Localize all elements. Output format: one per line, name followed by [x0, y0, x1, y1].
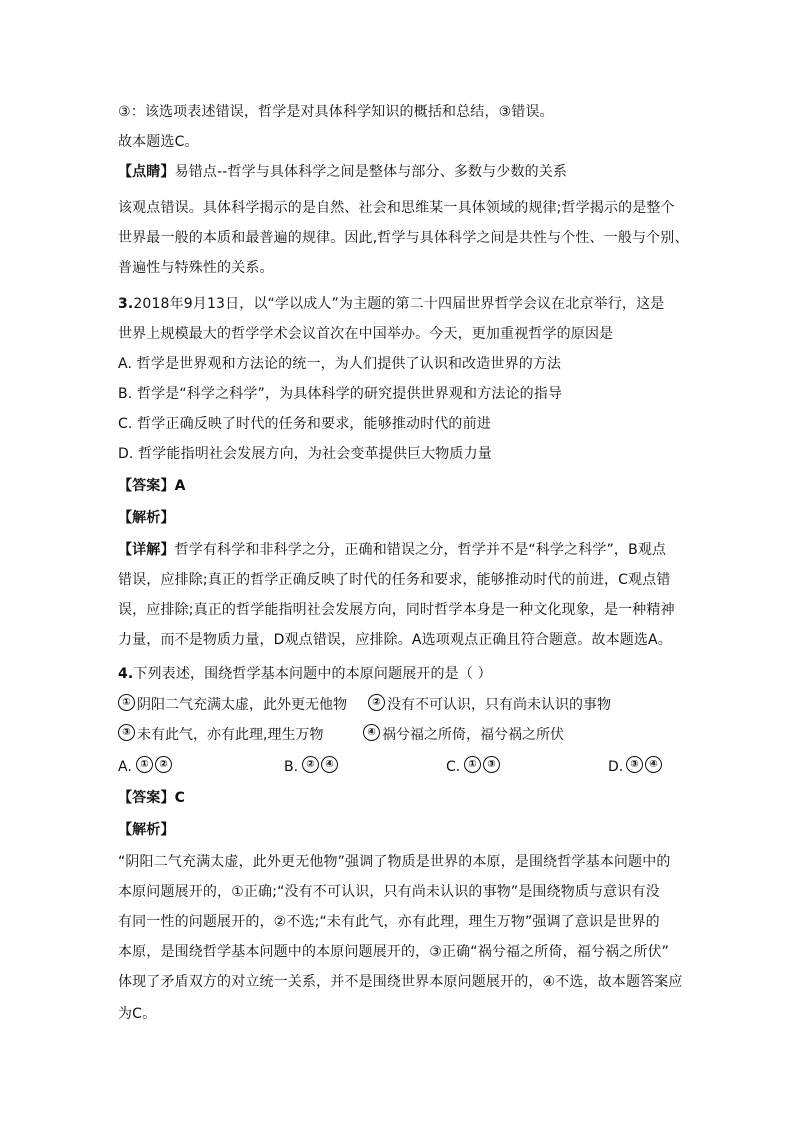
tip-line [118, 162, 698, 182]
q3-stem-text-1: 2018年9月13日，以“学以成人”为主题的第二十四届世界哲学会议在北京举行，这是 [133, 296, 665, 312]
q4-analysis-tag: 【解析】 [118, 822, 175, 838]
choice-marker: ④ [645, 756, 662, 773]
tip-text: 易错点--哲学与具体科学之间是整体与部分、多数与少数的关系 [174, 164, 568, 180]
choice-marker: ② [302, 756, 319, 773]
q3-option-d: D. 哲学能指明社会发展方向，为社会变革提供巨大物质力量 [118, 446, 492, 462]
q4-choice-d [608, 756, 664, 777]
choice-letter: C. [446, 759, 461, 775]
conclusion-line: 故本题选C。 [118, 134, 199, 150]
q4-choice-a [118, 756, 174, 777]
item-marker: ④ [363, 724, 380, 741]
explanation-line-3: ③：该选项表述错误，哲学是对具体科学知识的概括和总结，③错误。 [118, 104, 554, 120]
q3-detail-line-2: 错误，应排除;真正的哲学正确反映了时代的任务和要求，能够推动时代的前进，C观点错 [118, 572, 671, 588]
choice-marker: ③ [626, 756, 643, 773]
choice-marker: ① [464, 756, 481, 773]
q4-analysis-line-4: 本原，是围绕哲学基本问题中的本原问题展开的，③正确“祸兮福之所倚，福兮祸之所伏” [118, 944, 670, 960]
choice-letter: A. [118, 759, 132, 775]
q3-number: 3. [118, 296, 134, 312]
q4-item-1 [118, 694, 347, 715]
q3-answer: A [174, 478, 186, 494]
q3-stem-line-2: 世界上规模最大的哲学学术会议首次在中国举办。今天，更加重视哲学的原因是 [118, 326, 614, 342]
q3-detail-line-1 [118, 540, 698, 560]
q4-analysis-line-3: 有同一性的问题展开的，②不选;“未有此气，亦有此理，理生万物”强调了意识是世界的 [118, 914, 660, 930]
q3-detail-tag: 【详解】 [118, 542, 175, 558]
tip-body-line-2: 世界最一般的本质和最普遍的规律。因此,哲学与具体科学之间是共性与个性、一般与个别、 [118, 230, 689, 246]
item-marker: ① [118, 694, 135, 711]
tip-body-line-3: 普遍性与特殊性的关系。 [118, 260, 274, 276]
q4-number: 4. [118, 666, 134, 682]
q4-analysis-line-6: 为C。 [118, 1006, 157, 1022]
q4-analysis-line-1: “阴阳二气充满太虚，此外更无他物”强调了物质是世界的本原，是围绕哲学基本问题中的 [118, 854, 671, 870]
q3-detail-line-4: 力量，而不是物质力量，D观点错误，应排除。A选项观点正确且符合题意。故本题选A。 [118, 632, 672, 648]
q3-analysis-tag: 【解析】 [118, 510, 175, 526]
item-marker: ③ [118, 724, 135, 741]
item-text: 祸兮福之所倚，福兮祸之所伏 [382, 727, 564, 743]
choice-marker: ① [136, 756, 153, 773]
q4-choice-c [446, 756, 502, 777]
item-text: 阴阳二气充满太虚，此外更无他物 [137, 697, 347, 713]
item-marker: ② [368, 694, 385, 711]
choice-marker: ② [155, 756, 172, 773]
q3-stem-line-1 [118, 294, 698, 314]
choice-marker: ③ [483, 756, 500, 773]
q4-choice-b [284, 756, 340, 777]
choice-letter: B. [284, 759, 299, 775]
q4-item-3 [118, 724, 323, 745]
tip-tag: 【点睛】 [118, 164, 175, 180]
q4-stem [118, 664, 698, 684]
choice-letter: D. [608, 759, 624, 775]
q3-answer-tag: 【答案】 [118, 478, 175, 494]
choice-marker: ④ [321, 756, 338, 773]
q3-option-b: B. 哲学是“科学之科学”，为具体科学的研究提供世界观和方法论的指导 [118, 386, 563, 402]
q3-option-a: A. 哲学是世界观和方法论的统一，为人们提供了认识和改造世界的方法 [118, 356, 562, 372]
item-text: 未有此气，亦有此理,理生万物 [137, 727, 324, 743]
q4-stem-text: 下列表述，围绕哲学基本问题中的本原问题展开的是（ ） [133, 666, 492, 682]
tip-body-line-1: 该观点错误。具体科学揭示的是自然、社会和思维某一具体领域的规律;哲学揭示的是整个 [118, 200, 675, 216]
q4-answer-line [118, 788, 698, 808]
q4-item-2 [368, 694, 611, 715]
q3-detail-line-3: 误，应排除;真正的哲学能指明社会发展方向，同时哲学本身是一种文化现象，是一种精神 [118, 602, 675, 618]
q4-answer-tag: 【答案】 [118, 790, 175, 806]
q3-option-c: C. 哲学正确反映了时代的任务和要求，能够推动时代的前进 [118, 416, 491, 432]
q4-analysis-line-2: 本原问题展开的，①正确;“没有不可认识，只有尚未认识的事物”是围绕物质与意识有没 [118, 884, 660, 900]
q4-answer: C [174, 790, 186, 806]
q4-item-4 [363, 724, 564, 745]
q3-answer-line [118, 476, 698, 496]
item-text: 没有不可认识，只有尚未认识的事物 [387, 697, 611, 713]
q3-detail-text-1: 哲学有科学和非科学之分，正确和错误之分，哲学并不是“科学之科学”，B观点 [174, 542, 667, 558]
q4-analysis-line-5: 体现了矛盾双方的对立统一关系，并不是围绕世界本原问题展开的，④不选，故本题答案应 [118, 974, 683, 990]
